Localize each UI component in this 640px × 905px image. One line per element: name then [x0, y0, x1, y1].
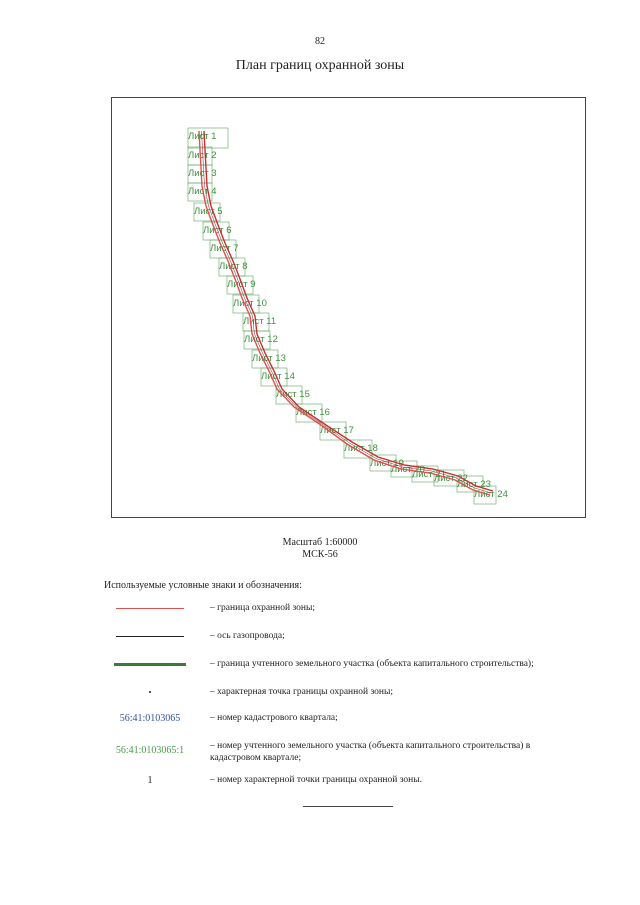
legend-row-boundary [0, 598, 640, 618]
sheet-label: Лист 13 [252, 353, 286, 364]
legend-symbol-quarter-number: 56:41:0103065 [119, 712, 181, 724]
sheet-label: Лист 20 [391, 464, 425, 475]
legend-text: – характерная точка границы охранной зоны; [210, 687, 393, 697]
legend-text: – ось газопровода; [210, 631, 285, 641]
sheet-label: Лист 4 [188, 186, 217, 197]
sheet-label: Лист 18 [344, 443, 378, 454]
sheet-label: Лист 8 [219, 261, 248, 272]
sheet-label: Лист 15 [276, 389, 310, 400]
footer-line [303, 806, 393, 807]
legend-text: – граница учтенного земельного участка (объекта капитального строительства); [210, 659, 534, 669]
legend-symbol-green-line [110, 654, 190, 674]
sheet-label: Лист 7 [210, 243, 239, 254]
sheet-label: Лист 14 [261, 371, 295, 382]
legend-row-plot-number [0, 736, 640, 763]
scale-text: Масштаб 1:60000 [282, 537, 358, 548]
legend-symbol-dot [110, 682, 190, 702]
sheet-label: Лист 16 [296, 407, 330, 418]
scale-block [0, 537, 640, 561]
legend-symbol-red-line [110, 598, 190, 618]
sheet-grid [188, 128, 508, 504]
page-title: План границ охранной зоны [235, 58, 405, 73]
legend-symbol-point-number: 1 [147, 774, 153, 786]
sheet-label: Лист 9 [227, 279, 256, 290]
sheet-label: Лист 10 [233, 298, 267, 309]
sheet-label: Лист 24 [474, 489, 508, 500]
legend-row-point [0, 682, 640, 702]
legend-symbol-plot-number: 56:41:0103065:1 [115, 744, 185, 756]
route-map [112, 98, 587, 519]
sheet-label: Лист 21 [412, 469, 446, 480]
sheet-label: Лист 2 [188, 150, 217, 161]
crs-text: МСК-56 [302, 549, 338, 560]
legend-text: – номер кадастрового квартала; [210, 713, 338, 723]
legend-symbol-black-line [110, 626, 190, 646]
sheet-label: Лист 12 [244, 334, 278, 345]
legend-row-point-number [0, 770, 640, 790]
sheet-label: Лист 23 [457, 479, 491, 490]
legend-row-land-plot [0, 654, 640, 674]
legend-text: – номер учтенного земельного участка (объекта капитального строительства) в кадастровом квартале; [210, 741, 531, 763]
sheet-label: Лист 5 [194, 206, 223, 217]
legend-row-quarter [0, 708, 640, 728]
map-frame [111, 97, 586, 518]
sheet-label: Лист 11 [243, 316, 277, 327]
legend-text: – граница охранной зоны; [210, 603, 315, 613]
sheet-label: Лист 6 [203, 225, 232, 236]
legend-row-axis [0, 626, 640, 646]
sheet-label: Лист 3 [188, 168, 217, 179]
legend-title: Используемые условные знаки и обозначения: [104, 580, 302, 591]
sheet-label: Лист 22 [434, 473, 468, 484]
legend-text: – номер характерной точки границы охранной зоны. [210, 775, 422, 785]
sheet-label: Лист 19 [370, 458, 404, 469]
sheet-label: Лист 1 [188, 131, 217, 142]
page-number: 82 [315, 36, 325, 47]
sheet-label: Лист 17 [320, 425, 354, 436]
